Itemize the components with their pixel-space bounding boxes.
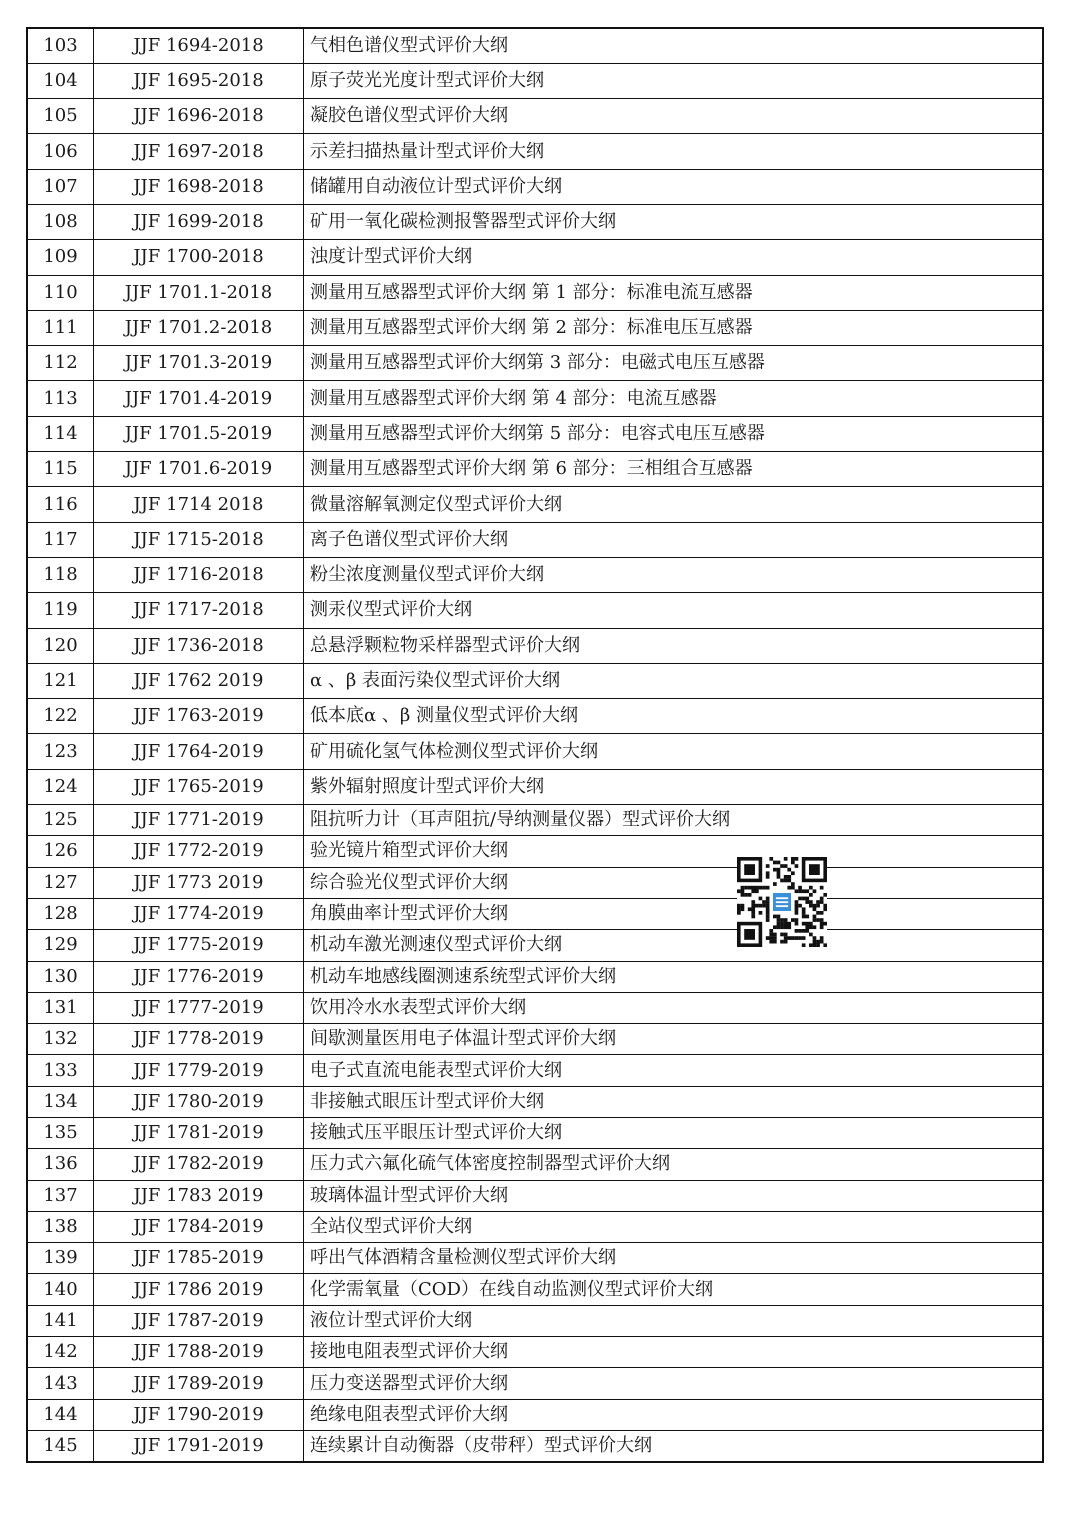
- standard-title: 总悬浮颗粒物采样器型式评价大纲: [304, 628, 1044, 663]
- standard-title: 浊度计型式评价大纲: [304, 240, 1044, 275]
- standard-code: JJF 1701.4-2019: [94, 381, 304, 416]
- standard-code: JJF 1716-2018: [94, 557, 304, 592]
- table-row: [27, 169, 1043, 204]
- standard-title: α 、β 表面污染仪型式评价大纲: [304, 663, 1044, 698]
- standard-title: 测量用互感器型式评价大纲 第 1 部分：标准电流互感器: [304, 275, 1044, 310]
- standard-code: JJF 1701.3-2019: [94, 346, 304, 381]
- standard-title: 矿用一氧化碳检测报警器型式评价大纲: [304, 204, 1044, 239]
- standard-title: 测量用互感器型式评价大纲第 5 部分：电容式电压互感器: [304, 416, 1044, 451]
- standard-title: 液位计型式评价大纲: [304, 1305, 1044, 1336]
- standard-code: JJF 1717-2018: [94, 593, 304, 628]
- row-number: 138: [27, 1211, 94, 1242]
- table-row: [27, 134, 1043, 169]
- row-number: 132: [27, 1024, 94, 1055]
- row-number: 103: [27, 28, 94, 63]
- table-row: [27, 557, 1043, 592]
- row-number: 107: [27, 169, 94, 204]
- standard-title: 测量用互感器型式评价大纲第 3 部分：电磁式电压互感器: [304, 346, 1044, 381]
- row-number: 142: [27, 1337, 94, 1368]
- table-row: [27, 1024, 1043, 1055]
- standard-title: 测量用互感器型式评价大纲 第 6 部分：三相组合互感器: [304, 452, 1044, 487]
- row-number: 115: [27, 452, 94, 487]
- standard-code: JJF 1789-2019: [94, 1368, 304, 1399]
- standard-title: 玻璃体温计型式评价大纲: [304, 1180, 1044, 1211]
- row-number: 110: [27, 275, 94, 310]
- standard-code: JJF 1715-2018: [94, 522, 304, 557]
- standard-code: JJF 1785-2019: [94, 1243, 304, 1274]
- table-row: [27, 1211, 1043, 1242]
- row-number: 114: [27, 416, 94, 451]
- table-row: [27, 63, 1043, 98]
- standard-code: JJF 1700-2018: [94, 240, 304, 275]
- table-row: [27, 346, 1043, 381]
- row-number: 122: [27, 699, 94, 734]
- table-row: [27, 204, 1043, 239]
- standard-code: JJF 1780-2019: [94, 1086, 304, 1117]
- standard-code: JJF 1778-2019: [94, 1024, 304, 1055]
- standard-code: JJF 1776-2019: [94, 961, 304, 992]
- standard-code: JJF 1774-2019: [94, 898, 304, 929]
- standard-code: JJF 1791-2019: [94, 1430, 304, 1461]
- standard-code: JJF 1763-2019: [94, 699, 304, 734]
- row-number: 124: [27, 769, 94, 804]
- standard-title: 凝胶色谱仪型式评价大纲: [304, 99, 1044, 134]
- standard-code: JJF 1782-2019: [94, 1149, 304, 1180]
- table-row: [27, 992, 1043, 1023]
- row-number: 104: [27, 63, 94, 98]
- table-row: [27, 805, 1043, 836]
- standard-code: JJF 1762 2019: [94, 663, 304, 698]
- standard-code: JJF 1781-2019: [94, 1118, 304, 1149]
- standard-title: 接地电阻表型式评价大纲: [304, 1337, 1044, 1368]
- table-row: [27, 1274, 1043, 1305]
- table-row: [27, 1305, 1043, 1336]
- row-number: 134: [27, 1086, 94, 1117]
- table-row: [27, 240, 1043, 275]
- standard-code: JJF 1786 2019: [94, 1274, 304, 1305]
- table-body: [27, 28, 1043, 1462]
- standard-title: 矿用硫化氢气体检测仪型式评价大纲: [304, 734, 1044, 769]
- table-row: [27, 99, 1043, 134]
- table-row: [27, 1430, 1043, 1461]
- standard-code: JJF 1701.2-2018: [94, 310, 304, 345]
- standard-title: 全站仪型式评价大纲: [304, 1211, 1044, 1242]
- standard-title: 间歇测量医用电子体温计型式评价大纲: [304, 1024, 1044, 1055]
- row-number: 135: [27, 1118, 94, 1149]
- row-number: 118: [27, 557, 94, 592]
- standard-title: 验光镜片箱型式评价大纲: [304, 836, 1044, 867]
- standard-title: 气相色谱仪型式评价大纲: [304, 28, 1044, 63]
- standard-title: 阻抗听力计（耳声阻抗/导纳测量仪器）型式评价大纲: [304, 805, 1044, 836]
- standards-table: [26, 27, 1044, 1463]
- standard-code: JJF 1788-2019: [94, 1337, 304, 1368]
- standard-title: 化学需氧量（COD）在线自动监测仪型式评价大纲: [304, 1274, 1044, 1305]
- row-number: 116: [27, 487, 94, 522]
- table-row: [27, 628, 1043, 663]
- standard-title: 接触式压平眼压计型式评价大纲: [304, 1118, 1044, 1149]
- table-row: [27, 487, 1043, 522]
- standard-title: 测量用互感器型式评价大纲 第 2 部分：标准电压互感器: [304, 310, 1044, 345]
- row-number: 106: [27, 134, 94, 169]
- standard-code: JJF 1701.6-2019: [94, 452, 304, 487]
- standard-title: 机动车地感线圈测速系统型式评价大纲: [304, 961, 1044, 992]
- row-number: 130: [27, 961, 94, 992]
- row-number: 140: [27, 1274, 94, 1305]
- standard-title: 综合验光仪型式评价大纲: [304, 867, 1044, 898]
- table-row: [27, 522, 1043, 557]
- standard-code: JJF 1773 2019: [94, 867, 304, 898]
- row-number: 143: [27, 1368, 94, 1399]
- standard-code: JJF 1771-2019: [94, 805, 304, 836]
- row-number: 128: [27, 898, 94, 929]
- row-number: 129: [27, 930, 94, 961]
- table-row: [27, 898, 1043, 929]
- table-row: [27, 1368, 1043, 1399]
- standard-title: 电子式直流电能表型式评价大纲: [304, 1055, 1044, 1086]
- table-row: [27, 28, 1043, 63]
- standard-code: JJF 1696-2018: [94, 99, 304, 134]
- standard-title: 原子荧光光度计型式评价大纲: [304, 63, 1044, 98]
- row-number: 144: [27, 1399, 94, 1430]
- standard-code: JJF 1694-2018: [94, 28, 304, 63]
- standard-code: JJF 1775-2019: [94, 930, 304, 961]
- row-number: 133: [27, 1055, 94, 1086]
- standard-code: JJF 1764-2019: [94, 734, 304, 769]
- row-number: 137: [27, 1180, 94, 1211]
- standard-title: 饮用冷水水表型式评价大纲: [304, 992, 1044, 1023]
- standard-title: 示差扫描热量计型式评价大纲: [304, 134, 1044, 169]
- table-row: [27, 1086, 1043, 1117]
- row-number: 125: [27, 805, 94, 836]
- table-row: [27, 1399, 1043, 1430]
- standard-title: 测汞仪型式评价大纲: [304, 593, 1044, 628]
- row-number: 139: [27, 1243, 94, 1274]
- row-number: 109: [27, 240, 94, 275]
- qr-code-icon: [737, 857, 827, 947]
- table-row: [27, 961, 1043, 992]
- standard-title: 角膜曲率计型式评价大纲: [304, 898, 1044, 929]
- standard-code: JJF 1714 2018: [94, 487, 304, 522]
- table-row: [27, 310, 1043, 345]
- standard-code: JJF 1701.5-2019: [94, 416, 304, 451]
- standard-code: JJF 1697-2018: [94, 134, 304, 169]
- standard-title: 机动车激光测速仪型式评价大纲: [304, 930, 1044, 961]
- table-row: [27, 381, 1043, 416]
- standard-title: 微量溶解氧测定仪型式评价大纲: [304, 487, 1044, 522]
- standard-title: 粉尘浓度测量仪型式评价大纲: [304, 557, 1044, 592]
- standard-code: JJF 1772-2019: [94, 836, 304, 867]
- standard-title: 低本底α 、β 测量仪型式评价大纲: [304, 699, 1044, 734]
- row-number: 108: [27, 204, 94, 239]
- standard-code: JJF 1787-2019: [94, 1305, 304, 1336]
- standard-code: JJF 1695-2018: [94, 63, 304, 98]
- standard-code: JJF 1777-2019: [94, 992, 304, 1023]
- row-number: 123: [27, 734, 94, 769]
- table-row: [27, 1118, 1043, 1149]
- row-number: 105: [27, 99, 94, 134]
- row-number: 141: [27, 1305, 94, 1336]
- table-row: [27, 867, 1043, 898]
- table-row: [27, 836, 1043, 867]
- table-row: [27, 1180, 1043, 1211]
- table-row: [27, 452, 1043, 487]
- standard-title: 绝缘电阻表型式评价大纲: [304, 1399, 1044, 1430]
- standard-code: JJF 1790-2019: [94, 1399, 304, 1430]
- row-number: 136: [27, 1149, 94, 1180]
- row-number: 113: [27, 381, 94, 416]
- table-row: [27, 734, 1043, 769]
- standard-title: 紫外辐射照度计型式评价大纲: [304, 769, 1044, 804]
- table-row: [27, 416, 1043, 451]
- row-number: 145: [27, 1430, 94, 1461]
- table-row: [27, 1243, 1043, 1274]
- standard-code: JJF 1784-2019: [94, 1211, 304, 1242]
- table-row: [27, 699, 1043, 734]
- row-number: 120: [27, 628, 94, 663]
- table-row: [27, 275, 1043, 310]
- standard-title: 压力变送器型式评价大纲: [304, 1368, 1044, 1399]
- standard-code: JJF 1783 2019: [94, 1180, 304, 1211]
- row-number: 131: [27, 992, 94, 1023]
- standard-code: JJF 1701.1-2018: [94, 275, 304, 310]
- standard-code: JJF 1779-2019: [94, 1055, 304, 1086]
- standard-code: JJF 1699-2018: [94, 204, 304, 239]
- standard-title: 呼出气体酒精含量检测仪型式评价大纲: [304, 1243, 1044, 1274]
- row-number: 112: [27, 346, 94, 381]
- row-number: 127: [27, 867, 94, 898]
- table-row: [27, 1337, 1043, 1368]
- standard-title: 压力式六氟化硫气体密度控制器型式评价大纲: [304, 1149, 1044, 1180]
- standard-title: 离子色谱仪型式评价大纲: [304, 522, 1044, 557]
- table-row: [27, 663, 1043, 698]
- standard-code: JJF 1698-2018: [94, 169, 304, 204]
- row-number: 117: [27, 522, 94, 557]
- row-number: 119: [27, 593, 94, 628]
- standard-title: 储罐用自动液位计型式评价大纲: [304, 169, 1044, 204]
- standard-title: 非接触式眼压计型式评价大纲: [304, 1086, 1044, 1117]
- standard-title: 测量用互感器型式评价大纲 第 4 部分：电流互感器: [304, 381, 1044, 416]
- row-number: 121: [27, 663, 94, 698]
- standard-code: JJF 1765-2019: [94, 769, 304, 804]
- row-number: 126: [27, 836, 94, 867]
- row-number: 111: [27, 310, 94, 345]
- standard-code: JJF 1736-2018: [94, 628, 304, 663]
- table-row: [27, 1149, 1043, 1180]
- table-row: [27, 593, 1043, 628]
- table-row: [27, 930, 1043, 961]
- table-row: [27, 769, 1043, 804]
- table-row: [27, 1055, 1043, 1086]
- standard-title: 连续累计自动衡器（皮带秤）型式评价大纲: [304, 1430, 1044, 1461]
